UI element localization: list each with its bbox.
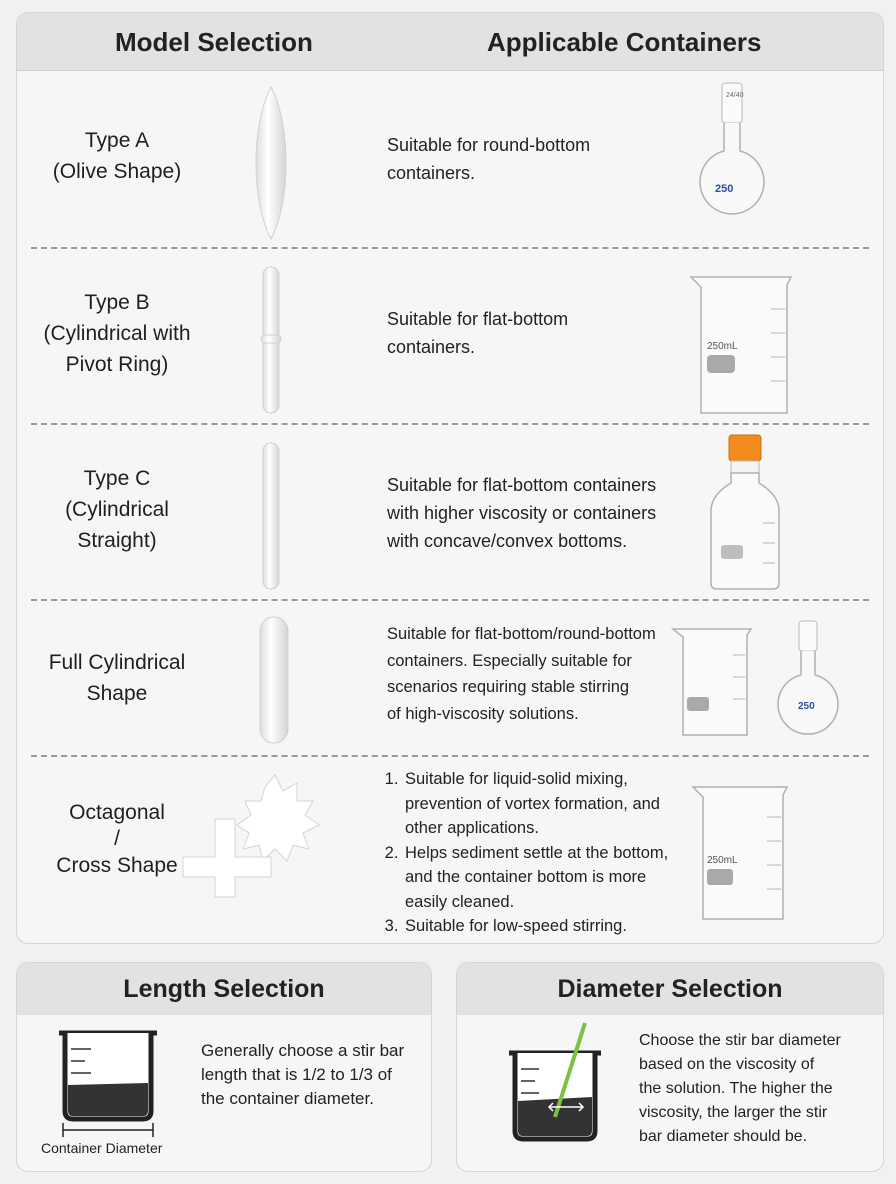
beaker-icon xyxy=(691,783,791,925)
desc-line: with higher viscosity or containers xyxy=(387,503,657,523)
straight-stir-bar-icon xyxy=(259,441,283,591)
model-subtitle: Straight) xyxy=(77,529,157,552)
diameter-selection-title: Diameter Selection xyxy=(457,963,883,1015)
full-cylindrical-stir-bar-icon xyxy=(257,615,291,745)
model-subtitle: Pivot Ring) xyxy=(65,353,169,376)
text-line: the container diameter. xyxy=(201,1089,374,1108)
olive-stir-bar-icon xyxy=(251,85,291,241)
flask-joint-label: 24/40 xyxy=(726,92,744,99)
type-a-description xyxy=(387,131,590,187)
model-type-a xyxy=(17,125,217,187)
model-subtitle: (Cylindrical xyxy=(65,498,169,521)
model-subtitle: (Olive Shape) xyxy=(52,160,182,183)
list-item: 3. Suitable for low-speed stirring. xyxy=(403,914,673,939)
model-type-c xyxy=(17,463,217,556)
desc-line: Suitable for flat-bottom/round-bottom xyxy=(387,625,656,643)
octagonal-cross-description xyxy=(383,767,673,939)
row-divider xyxy=(31,423,869,425)
length-selection-title: Length Selection xyxy=(17,963,431,1015)
beaker-length-icon xyxy=(55,1029,161,1123)
model-subtitle: (Cylindrical with xyxy=(43,322,191,345)
model-selection-table xyxy=(16,12,884,944)
model-name: Octagonal xyxy=(69,801,165,824)
cross-and-octagonal-stir-bar-icon xyxy=(179,773,339,901)
text-line: bar diameter should be. xyxy=(639,1128,808,1145)
model-column-header: Model Selection xyxy=(115,27,313,57)
beaker-icon xyxy=(671,625,755,739)
row-divider xyxy=(31,599,869,601)
diameter-arrow-icon xyxy=(61,1123,155,1137)
text-line: length that is 1/2 to 1/3 of xyxy=(201,1065,392,1084)
list-item: 2. Helps sediment settle at the bottom, and the container bottom is more easily cleaned. xyxy=(403,841,673,915)
desc-line: Suitable for flat-bottom containers xyxy=(387,475,657,495)
desc-line: Suitable for round-bottom xyxy=(387,135,591,155)
flask-volume-label: 250 xyxy=(798,701,815,712)
type-c-description xyxy=(387,471,656,555)
type-b-description xyxy=(387,305,568,361)
desc-line: Suitable for flat-bottom xyxy=(387,309,569,329)
model-subtitle: Shape xyxy=(86,682,148,705)
full-cylindrical-description xyxy=(387,621,656,727)
text-line: viscosity, the larger the stir xyxy=(639,1104,828,1121)
flask-volume-label: 250 xyxy=(715,183,734,195)
length-selection-panel xyxy=(16,962,432,1172)
text-line: Choose the stir bar diameter xyxy=(639,1032,841,1049)
model-type-b xyxy=(17,287,217,380)
text-line: the solution. The higher the xyxy=(639,1080,833,1097)
beaker-volume-label: 250mL xyxy=(707,855,738,866)
beaker-diameter-icon xyxy=(507,1019,603,1143)
model-subtitle: Cross Shape xyxy=(56,854,178,877)
row-divider xyxy=(31,755,869,757)
desc-line: with concave/convex bottoms. xyxy=(387,531,628,551)
text-line: based on the viscosity of xyxy=(639,1056,815,1073)
beaker-volume-label: 250mL xyxy=(707,341,738,352)
length-selection-text xyxy=(201,1039,404,1111)
list-item: 1. Suitable for liquid-solid mixing, prevention of vortex formation, and other applications. xyxy=(403,767,673,841)
model-name: Type A xyxy=(84,129,150,152)
row-divider xyxy=(31,247,869,249)
diameter-selection-text xyxy=(639,1029,841,1149)
desc-line: containers. Especially suitable for xyxy=(387,651,632,670)
reagent-bottle-icon xyxy=(707,433,783,593)
round-bottom-flask-icon xyxy=(773,617,843,745)
diameter-selection-panel xyxy=(456,962,884,1172)
desc-line: of high-viscosity solutions. xyxy=(387,704,579,723)
beaker-icon xyxy=(687,273,799,419)
desc-line: scenarios requiring stable stirring xyxy=(387,678,630,696)
desc-line: containers. xyxy=(387,163,476,183)
model-name: Type B xyxy=(84,291,150,314)
text-line: Generally choose a stir bar xyxy=(201,1041,405,1060)
model-full-cylindrical xyxy=(17,647,217,709)
model-name: Type C xyxy=(83,467,151,490)
model-separator: / xyxy=(114,827,120,850)
desc-line: containers. xyxy=(387,337,476,357)
container-diameter-caption: Container Diameter xyxy=(41,1140,163,1156)
round-bottom-flask-icon xyxy=(697,79,767,239)
model-name: Full Cylindrical xyxy=(48,651,186,674)
octagonal-cross-list xyxy=(383,767,673,939)
container-column-header: Applicable Containers xyxy=(487,27,762,57)
table-header xyxy=(17,13,883,71)
pivot-ring-stir-bar-icon xyxy=(259,265,283,415)
